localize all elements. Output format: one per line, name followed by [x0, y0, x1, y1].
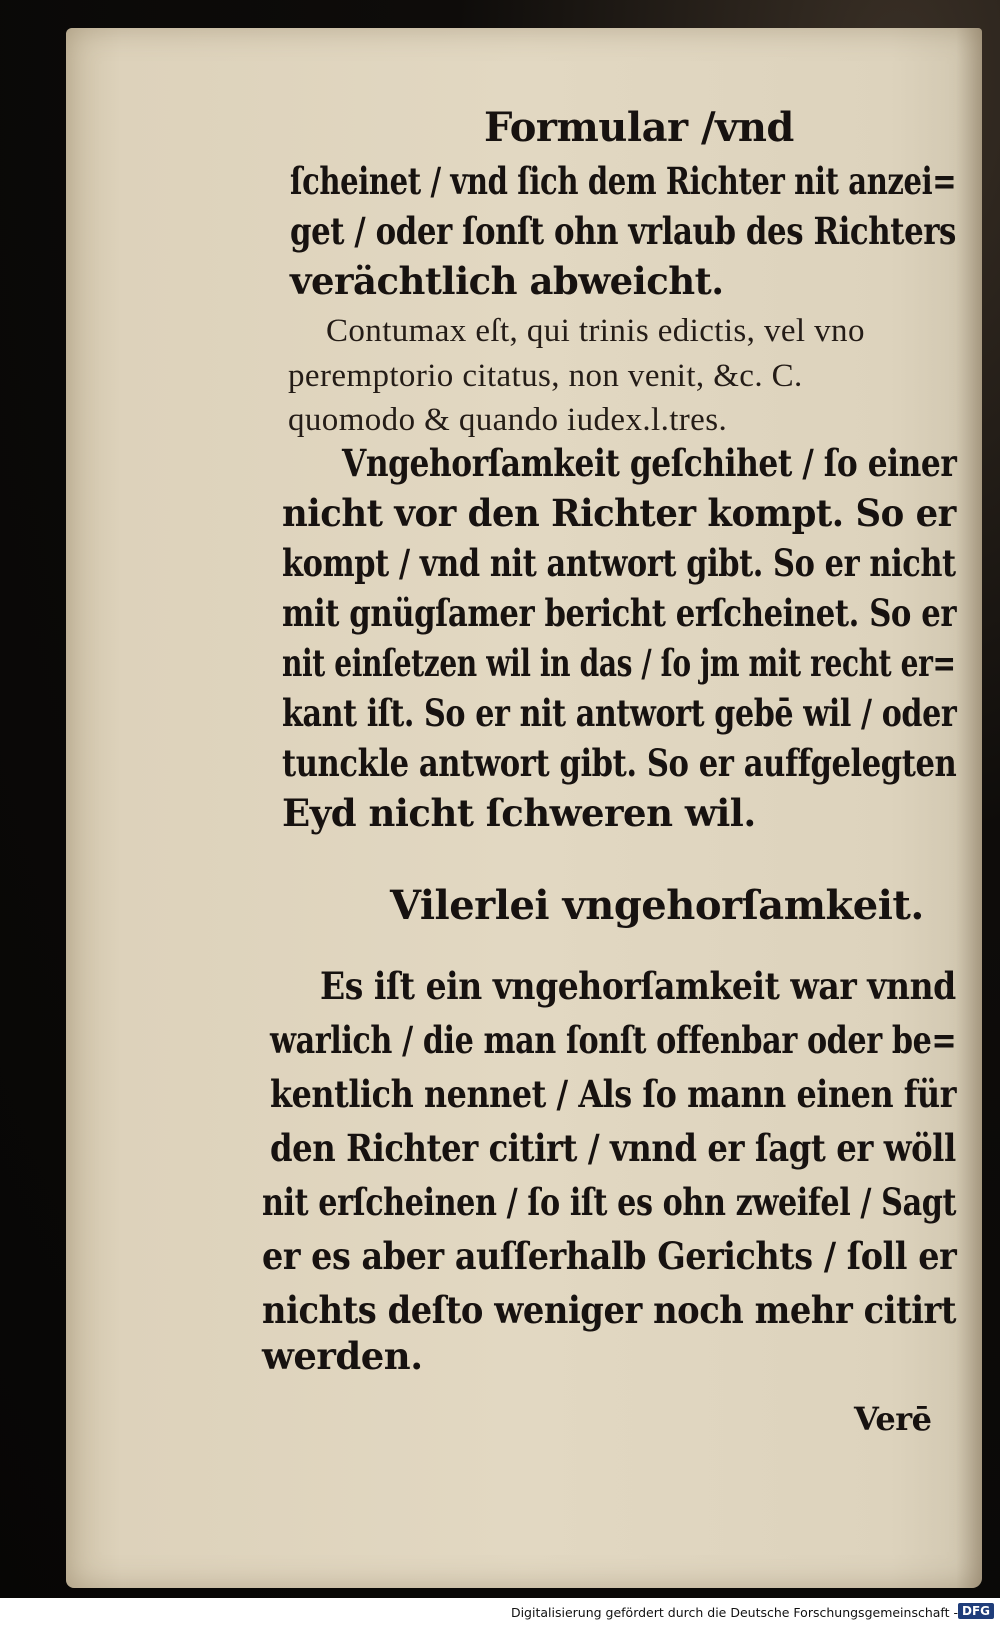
page-text: [66, 28, 982, 1588]
text-line: den Richter citirt / vnnd er ſagt er wöll: [270, 1126, 956, 1170]
text-line: er es aber auſſerhalb Gerichts / ſoll er: [262, 1234, 957, 1278]
book-page: [66, 28, 982, 1588]
text-line: kentlich nennet / Als ſo mann einen für: [270, 1072, 957, 1116]
latin-line: Contumax eſt, qui trinis edictis, vel vno: [326, 313, 865, 349]
text-line: Es iſt ein vngehorſamkeit war vnnd: [320, 964, 956, 1008]
latin-line: quomodo & quando iudex.l.tres.: [288, 402, 728, 438]
text-line: get / oder ſonſt ohn vrlaub des Richters: [290, 209, 956, 253]
footer-credit: Digitalisierung gefördert durch die Deutsche Forschungsgemeinschaft -: [510, 1605, 958, 1620]
text-line: nit erſcheinen / ſo iſt es ohn zweifel / Sagt: [262, 1180, 956, 1224]
text-line: Eyd nicht ſchweren wil.: [282, 791, 756, 835]
latin-line: peremptorio citatus, non venit, &c. C.: [288, 358, 803, 394]
catchword: Verē: [854, 1400, 932, 1438]
section-heading: Vilerlei vngehorſamkeit.: [390, 882, 924, 929]
text-line: warlich / die man ſonſt offenbar oder be=: [270, 1018, 957, 1062]
text-line: kant iſt. So er nit antwort gebē wil / oder: [282, 691, 957, 735]
running-head: Formular /vnd: [484, 104, 794, 151]
text-line: kompt / vnd nit antwort gibt. So er nicht: [282, 541, 956, 585]
dfg-logo: DFG: [958, 1603, 994, 1619]
text-line: nit einſetzen wil in das / ſo jm mit recht er=: [282, 641, 956, 685]
text-line: werden.: [262, 1334, 423, 1378]
text-line: nicht vor den Richter kompt. So er: [282, 491, 956, 535]
text-line: tunckle antwort gibt. So er auffgelegten: [282, 741, 957, 785]
text-line: verächtlich abweicht.: [290, 259, 724, 303]
text-line: Vngehorſamkeit geſchihet / ſo einer: [342, 441, 957, 485]
text-line: mit gnügſamer bericht erſcheinet. So er: [282, 591, 957, 635]
text-line: ſcheinet / vnd ſich dem Richter nit anzei=: [290, 159, 957, 203]
text-line: nichts deſto weniger noch mehr citirt: [262, 1288, 957, 1332]
